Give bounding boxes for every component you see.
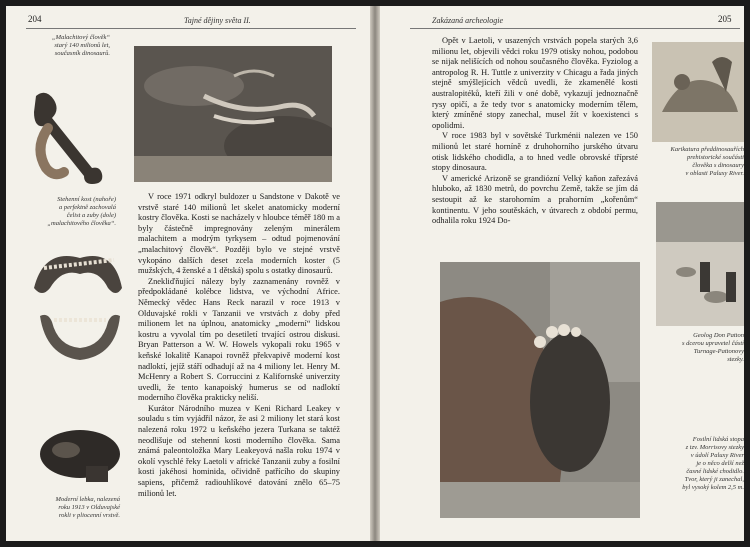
caption-skull: Moderní lebka, nalezená roku 1913 v Olduvajské rokli v pliocenní vrstvě. <box>55 496 120 519</box>
left-paragraph: Kurátor Národního muzea v Keni Richard Leakey v souladu s tím vyjádřil názor, že asi 2 miliony let stará kost nalezená roku 1972 u keňského jezera Turkana se taktéž neodlišuje od stehenní kosti moderního člověka. Sama známá paleontoložka Mary Leakeyová našla roku 1974 v okolí vyschlé řeky Laetoli v africké Tanzanii zuby a fosilní kosti jakéhosi hominida, očividně patřícího do skupiny sapiens, přičemž radiouhlíkové datování znělo 65–75 milionů let. <box>138 403 340 498</box>
caption-footprint: Fosilní lidská stopa z tzv. Morrisovy stezky v údolí Paluxy River je o něco delší než časné lidské chodidlo. Tvor, který ji zanechal, byl vysoký kolem 2,5 m. <box>682 436 744 491</box>
cartoon-illustration <box>652 42 744 142</box>
footprint-photo <box>440 262 640 518</box>
right-body-text <box>432 36 638 227</box>
left-page-number: 204 <box>28 14 42 24</box>
left-header-rule <box>26 28 356 29</box>
right-page-number: 205 <box>718 14 732 24</box>
jaw-photo-bottom <box>32 306 128 366</box>
book-gutter <box>370 6 380 541</box>
caption-malachite-man: „Malachitový člověk“ starý 140 milionů let, současník dinosaurů. <box>52 34 110 57</box>
left-body-text <box>138 192 340 499</box>
right-paragraph: V americké Arizoně se grandiózní Velký kaňon zařezává hluboko, až 1830 metrů, do povrchu Země, takže se jím dá sestoupit až ke starohorním a prahorním „kořenům“ kontinentu. V jeho soutěskách, v útvarech z období permu, odhalila roku 1924 Do- <box>432 173 638 226</box>
geologist-photo <box>656 202 744 326</box>
right-paragraph: V roce 1983 byl v sovětské Turkménii nalezen ve 150 milionů let staré horníně z druhohorního jurského útvaru otisk lidského chodidla, a to hned vedle obrovské tříprsté stopy dinosaura. <box>432 131 638 173</box>
caption-geologist: Geolog Don Patton s dcerou upravetel částí Turnage-Pattonovy stezky. <box>681 332 744 363</box>
right-page <box>380 6 744 541</box>
caption-bones: Stehenní kost (nahoře) a perfektně zachovalá čelist a zuby (dole) „malachitového člověka“. <box>47 196 116 227</box>
right-running-title: Zakázaná archeologie <box>432 16 504 25</box>
left-paragraph: Znekliďňující nálezy byly zaznamenány rovněž v předpokládané kolébce lidstva, ve východní Africe. Německý vědec Hans Reck narazil v roce 1913 v Olduvajské rokli v Tanzanii ve vrstvách z doby před milionem let na úplnou, anatomicky „moderní“ lidskou kostru a vyvolal tím po desetiletí trvající ostrou diskusi. Bryan Patterson a W. W. Howels vykopali roku 1965 v keňské lokalitě Kanapoi rovněž překvapivě moderní kost nadloktí, jejíž stáří odhadují až na 4 miliony let. Henry M. McHenry a Robert S. Corruccini z Kalifornské univerzity uvedli, že tento kanapoiský humerus se od nadloktí moderního člověka prakticky neliší. <box>138 276 340 403</box>
left-running-title: Tajné dějiny světa II. <box>184 16 251 25</box>
caption-cartoon: Karikatura předdinosauřích prehistorické součásti člověka s dinosaury v oblasti Paluxy River. <box>670 146 744 177</box>
excavation-photo <box>134 46 332 182</box>
right-header-rule <box>410 28 740 29</box>
jaw-photo-top <box>28 238 126 306</box>
skull-photo <box>36 426 122 488</box>
left-paragraph: V roce 1971 odkryl buldozer u Sandstone v Dakotě ve vrstvě staré 140 milionů let skelet anatomicky moderní kostry člověka. Kosti se nacházely v hloubce téměř 180 m a byly částečně impregnovány zeleným minerálem malachitem a modrým tyrkysem – odtud pojmenování „malachitový člověk“. Později bylo ve stejné vrstvě vykopáno dalších deset zcela moderních koster (5 mužských, 4 ženské a 1 dětská) spolu s ostatky dinosaurů. <box>138 192 340 276</box>
left-page <box>6 6 370 541</box>
right-paragraph: Opět v Laetoli, v usazených vrstvách popela starých 3,6 milionu let, objevili vědci roku 1979 otisky nohou, podobou se nijak nelišících od nohou současného člověka. Fyziolog a antropolog R. H. Tuttle z univerzity v Chicagu a řada jiných stejně smýšlejících vědců uvedli, že zkamenělé kosti australopitéků, kteří žili v oné době, vykazují jednoznačně rysy opičí, a že tedy tvor s anatomicky moderním tělem, který zmíněné stopy zanechal, musel žít v koexistenci s opolidmi. <box>432 36 638 130</box>
femur-photo <box>26 88 120 186</box>
